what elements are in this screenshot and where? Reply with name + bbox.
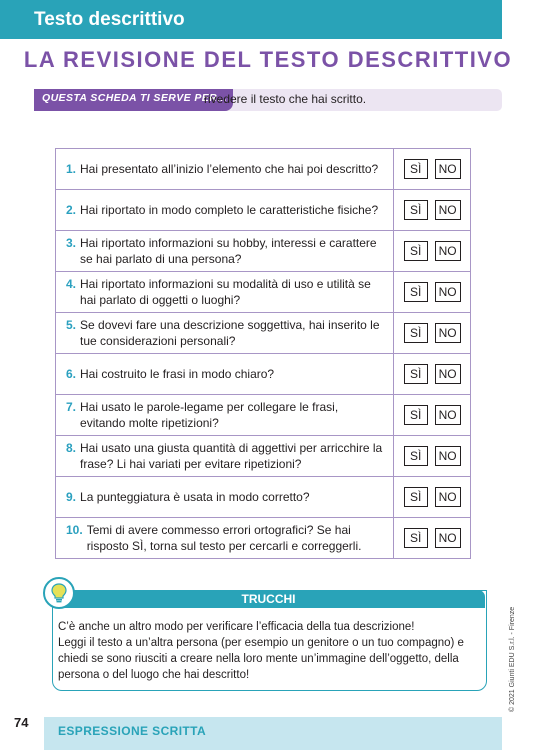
- checklist-row: [56, 518, 471, 559]
- question-text: Hai usato una giusta quantità di aggettivi per arricchire la frase? Li hai variati per evitare ripetizioni?: [80, 441, 383, 471]
- no-checkbox[interactable]: NO: [435, 323, 461, 343]
- question-number: 3.: [66, 236, 77, 250]
- checklist-table: [55, 148, 471, 559]
- question-number: 6.: [66, 367, 77, 381]
- question-number: 8.: [66, 441, 77, 455]
- question-text: Hai riportato informazioni su hobby, interessi e carattere se hai parlato di una persona?: [80, 236, 377, 266]
- question-cell: [56, 272, 394, 313]
- page-number: 74: [14, 715, 29, 730]
- checklist-row: [56, 436, 471, 477]
- purpose-bar: [34, 89, 502, 111]
- yes-checkbox[interactable]: SÌ: [404, 487, 428, 507]
- question-cell: [56, 313, 394, 354]
- question-number: 9.: [66, 490, 77, 504]
- no-checkbox[interactable]: NO: [435, 200, 461, 220]
- page-title: LA REVISIONE DEL TESTO DESCRITTIVO: [23, 47, 513, 72]
- no-checkbox[interactable]: NO: [435, 282, 461, 302]
- answer-cell: [394, 231, 471, 272]
- lightbulb-icon: [43, 577, 75, 609]
- question-cell: [56, 395, 394, 436]
- tips-text: [58, 619, 482, 683]
- answer-cell: [394, 313, 471, 354]
- question-text: Temi di avere commesso errori ortografici? Se hai risposto SÌ, torna sul testo per cercarli e correggerli.: [86, 523, 362, 553]
- question-cell: [56, 436, 394, 477]
- purpose-text: rivedere il testo che hai scritto.: [204, 92, 367, 106]
- no-checkbox[interactable]: NO: [435, 528, 461, 548]
- purpose-tag: QUESTA SCHEDA TI SERVE PER...: [34, 89, 233, 111]
- yes-checkbox[interactable]: SÌ: [404, 364, 428, 384]
- question-text: Hai costruito le frasi in modo chiaro?: [80, 367, 275, 381]
- no-checkbox[interactable]: NO: [435, 159, 461, 179]
- answer-cell: [394, 518, 471, 559]
- checklist-row: [56, 395, 471, 436]
- yes-checkbox[interactable]: SÌ: [404, 446, 428, 466]
- checklist-row: [56, 190, 471, 231]
- section-banner: [0, 0, 502, 39]
- question-cell: [56, 477, 394, 518]
- question-text: Hai usato le parole-legame per collegare le frasi, evitando molte ripetizioni?: [80, 400, 339, 430]
- question-text: Hai presentato all’inizio l’elemento che hai poi descritto?: [80, 162, 379, 176]
- no-checkbox[interactable]: NO: [435, 364, 461, 384]
- question-number: 10.: [66, 523, 83, 537]
- question-number: 2.: [66, 203, 77, 217]
- question-text: Hai riportato informazioni su modalità di uso e utilità se hai parlato di oggetti o luoghi?: [80, 277, 371, 307]
- question-number: 4.: [66, 277, 77, 291]
- no-checkbox[interactable]: NO: [435, 405, 461, 425]
- question-cell: [56, 149, 394, 190]
- checklist-row: [56, 354, 471, 395]
- answer-cell: [394, 395, 471, 436]
- answer-cell: [394, 436, 471, 477]
- question-text: Se dovevi fare una descrizione soggettiva, hai inserito le tue considerazioni personali?: [80, 318, 380, 348]
- answer-cell: [394, 354, 471, 395]
- yes-checkbox[interactable]: SÌ: [404, 200, 428, 220]
- yes-checkbox[interactable]: SÌ: [404, 241, 428, 261]
- yes-checkbox[interactable]: SÌ: [404, 405, 428, 425]
- question-cell: [56, 354, 394, 395]
- answer-cell: [394, 149, 471, 190]
- checklist-row: [56, 149, 471, 190]
- answer-cell: [394, 190, 471, 231]
- no-checkbox[interactable]: NO: [435, 446, 461, 466]
- tips-title: TRUCCHI: [52, 590, 485, 608]
- question-cell: [56, 190, 394, 231]
- yes-checkbox[interactable]: SÌ: [404, 323, 428, 343]
- yes-checkbox[interactable]: SÌ: [404, 528, 428, 548]
- question-number: 5.: [66, 318, 77, 332]
- yes-checkbox[interactable]: SÌ: [404, 159, 428, 179]
- question-text: Hai riportato in modo completo le caratteristiche fisiche?: [80, 203, 379, 217]
- answer-cell: [394, 477, 471, 518]
- footer-bar: [44, 717, 502, 750]
- checklist-row: [56, 477, 471, 518]
- question-text: La punteggiatura è usata in modo corretto?: [80, 490, 310, 504]
- answer-cell: [394, 272, 471, 313]
- tips-line-2: Leggi il testo a un’altra persona (per esempio un genitore o un tuo compagno) e chiedi se sono riusciti a creare nella loro mente un’immagine dell’oggetto, della persona o del luogo che hai descritto!: [58, 637, 464, 681]
- tips-line-1: C’è anche un altro modo per verificare l’efficacia della tua descrizione!: [58, 621, 415, 633]
- question-cell: [56, 518, 394, 559]
- checklist-row: [56, 313, 471, 354]
- footer-label: ESPRESSIONE SCRITTA: [58, 724, 207, 738]
- no-checkbox[interactable]: NO: [435, 487, 461, 507]
- checklist-row: [56, 272, 471, 313]
- question-number: 1.: [66, 162, 77, 176]
- yes-checkbox[interactable]: SÌ: [404, 282, 428, 302]
- checklist-row: [56, 231, 471, 272]
- question-number: 7.: [66, 400, 77, 414]
- no-checkbox[interactable]: NO: [435, 241, 461, 261]
- copyright-note: © 2021 Giunti EDU S.r.l. - Firenze: [509, 606, 516, 712]
- section-title: Testo descrittivo: [34, 9, 185, 30]
- question-cell: [56, 231, 394, 272]
